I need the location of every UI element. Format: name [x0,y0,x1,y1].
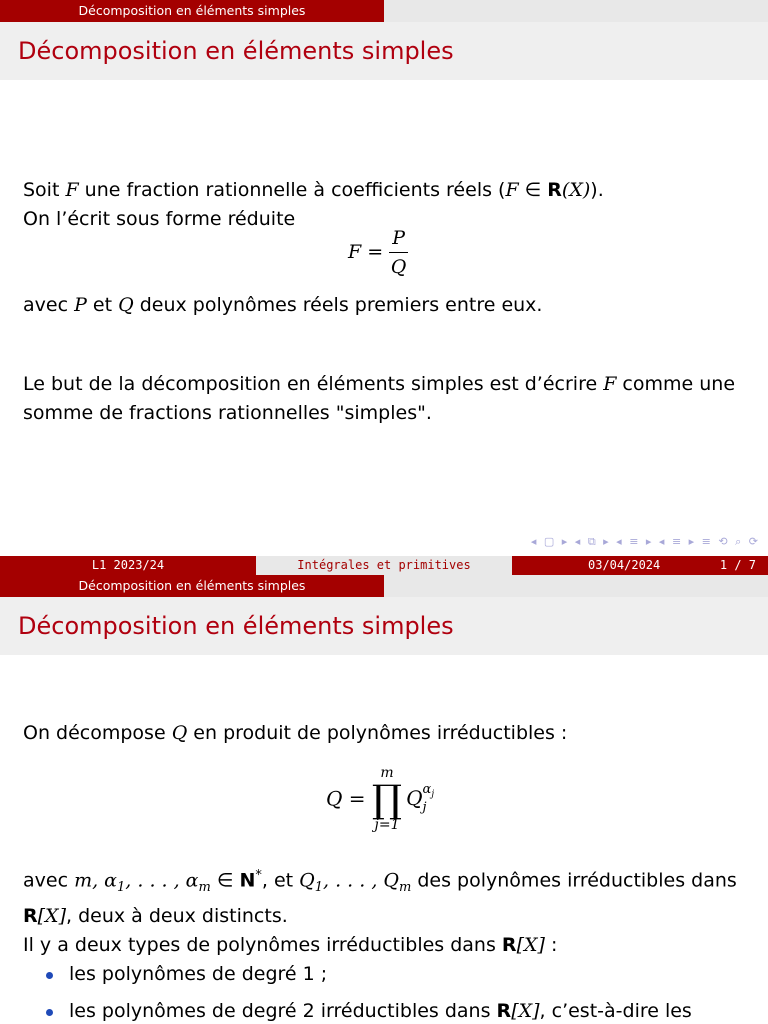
subscript: j [422,800,427,816]
footer-title: Intégrales et primitives [256,556,512,575]
bullet-text: les polynômes de degré 2 irréductibles dans [69,1000,497,1023]
text: , deux à deux distincts. [66,905,288,928]
list-item [46,960,737,989]
math-P: P [74,294,87,316]
math-star: * [255,868,262,883]
math-X: [X] [37,905,66,928]
footer-course: L1 2023/24 [0,556,256,575]
superscript [423,783,435,802]
paragraph-conditions [23,861,737,1024]
math-Q-eq: Q = [326,786,372,811]
sub-sup [423,783,435,816]
slide-2 [0,575,768,1024]
product-lower-limit: j=1 [374,817,400,833]
section-header [0,0,768,22]
math-Q: Q [118,294,134,316]
alpha: α [422,781,432,797]
math-R: R [496,1000,512,1023]
list-item [46,997,737,1024]
text: en produit de polynômes irréductibles : [187,722,568,744]
text: ∈ [518,179,548,201]
text: , et [261,869,300,892]
math-F-eq: F = [348,241,390,263]
math-Q1: Q [299,869,315,892]
frame-title: Décomposition en éléments simples [0,22,768,80]
section-header [0,575,768,597]
text: avec [23,294,75,316]
math-sub: 1 [314,880,324,896]
section-title: Décomposition en éléments simples [0,0,384,22]
text: ). [590,179,604,201]
math-Qj-power [406,781,435,816]
beamer-navigation-icons[interactable]: ◂ ▢ ▸ ◂ ⧉ ▸ ◂ ≡ ▸ ◂ ≡ ▸ ≡ ⟲ ⌕ ⟳ [530,535,760,548]
text: On l’écrit sous forme réduite [23,208,296,230]
bullet-text: , c’est-à-dire les [539,1000,692,1023]
text: des polynômes irréductibles dans [411,869,737,892]
math-F: F [505,179,519,201]
product-symbol: ∏ [371,777,403,821]
paragraph-definition [23,176,604,234]
text: Il y a deux types de polynômes irréductibles dans [23,934,502,957]
section-header-filler [384,0,768,22]
math-R: R [23,905,38,928]
text: comme une [616,373,736,395]
math-Q: Q [406,785,423,810]
text: Le but de la décomposition en éléments simples est d’écrire [23,373,604,395]
section-header-filler [384,575,768,597]
product-upper-limit: m [380,765,394,781]
bullet-text: les polynômes de degré 1 ; [69,963,328,986]
section-title: Décomposition en éléments simples [0,575,384,597]
math-F: F [603,373,617,395]
math-sub: m [399,880,412,896]
math: , . . . , [323,869,384,892]
footer-right [512,556,768,575]
text: deux polynômes réels premiers entre eux. [133,294,543,316]
math-Q: Q [171,722,188,744]
fraction [389,226,408,279]
equation-product [326,765,434,833]
paragraph-decompose [23,719,567,748]
math-F: F [65,179,79,201]
text: Soit [23,179,66,201]
math-X: [X] [516,934,545,957]
text: On décompose [23,722,172,744]
bullet-list [46,960,737,1024]
math: m, α [74,869,117,892]
math-R: R [547,179,562,201]
text: et [86,294,119,316]
math-X: (X) [561,179,591,201]
paragraph-goal [23,370,735,428]
math-sub: m [198,880,211,896]
frame-title: Décomposition en éléments simples [0,597,768,655]
equation-F-P-Q [348,226,408,279]
paragraph-coprime [23,291,542,320]
text: ∈ [210,869,240,892]
footer-page-number: 1 / 7 [719,558,756,572]
footer [0,556,768,575]
text: avec [23,869,75,892]
math-sub: 1 [117,880,126,896]
denominator: Q [390,256,407,278]
math-R: R [501,934,517,957]
math-X: [X] [511,1000,540,1023]
math-Qm: Q [383,869,399,892]
math: , . . . , α [125,869,199,892]
product-operator [372,765,402,833]
footer-date: 03/04/2024 [588,558,661,572]
text: : [544,934,558,957]
numerator: P [389,226,408,253]
text: somme de fractions rationnelles "simples". [23,402,432,424]
math-N: N [239,869,256,892]
text: une fraction rationnelle à coefficients réels ( [78,179,506,201]
alpha-index: j [431,789,435,800]
